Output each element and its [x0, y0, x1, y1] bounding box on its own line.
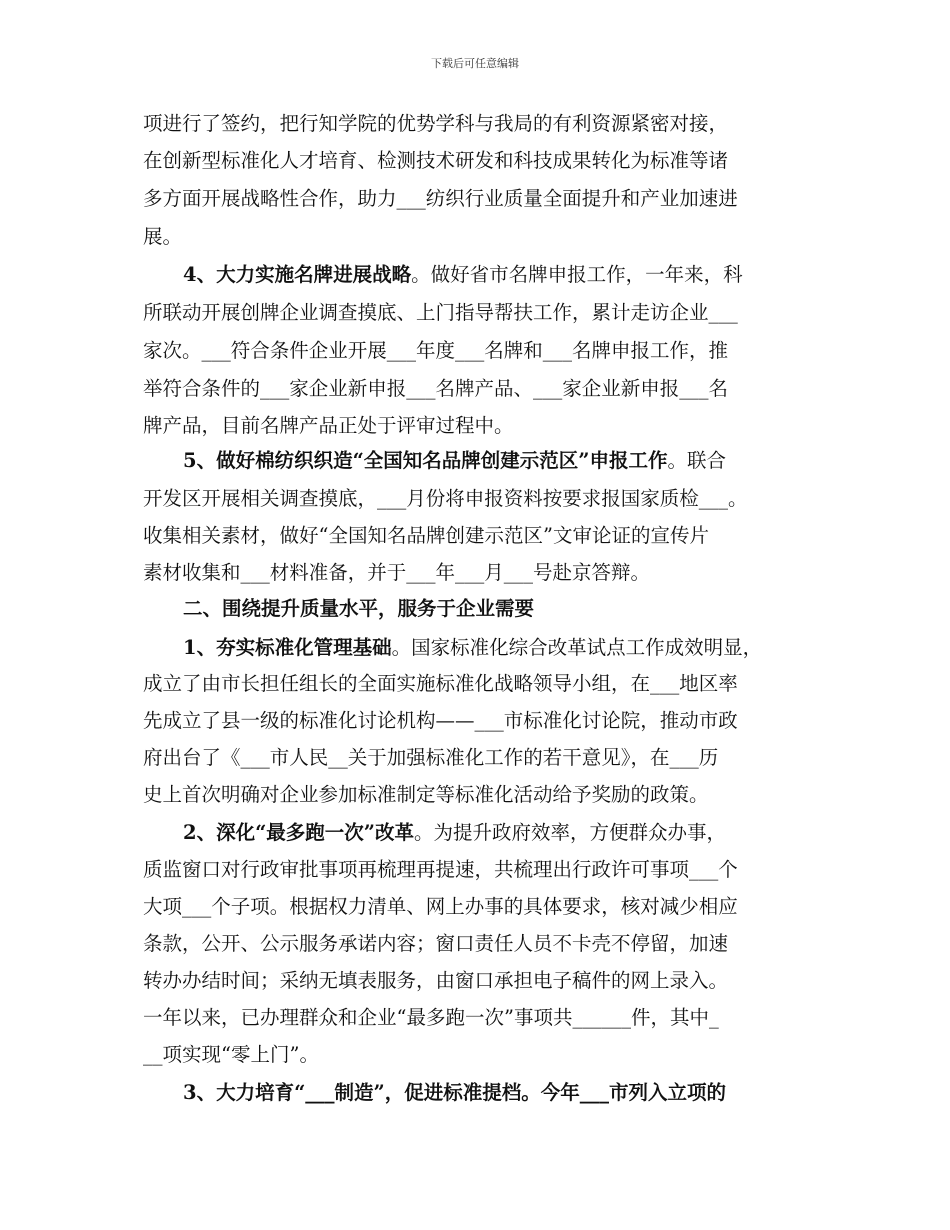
text-line: [143, 892, 823, 922]
text-line: [143, 966, 823, 996]
text-line: [143, 298, 823, 328]
text-line: [143, 558, 823, 588]
text-segment: 成立了由市长担任组长的全面实施标准化战略领导小组，在___地区率: [143, 672, 738, 695]
text-segment: 府出台了《___市人民__关于加强标准化工作的若干意见》，在___历: [143, 746, 719, 769]
text-line: [143, 669, 823, 699]
text-segment: 素材收集和___材料准备，并于___年___月___号赴京答辩。: [143, 561, 651, 584]
text-segment: 展。: [143, 225, 183, 248]
text-line: [143, 1003, 823, 1033]
text-segment: 史上首次明确对企业参加标准制定等标准化活动给予奖励的政策。: [143, 783, 709, 806]
text-line: [143, 743, 823, 773]
text-line: [143, 336, 823, 366]
text-segment: 。国家标准化综合改革试点工作成效明显，: [391, 636, 763, 659]
section-heading: 3、大力培育“___制造”，促进标准提档。今年___市列入立项的: [183, 1081, 727, 1104]
text-line: [143, 780, 823, 810]
text-segment: 多方面开展战略性合作，助力___纺织行业质量全面提升和产业加速进: [143, 187, 738, 210]
text-line: [143, 411, 823, 441]
text-line: [183, 446, 823, 476]
text-line: [143, 184, 823, 214]
section-heading: 2、深化“最多跑一次”改革: [183, 821, 415, 844]
text-segment: __项实现“零上门”。: [143, 1043, 319, 1066]
text-segment: 所联动开展创牌企业调查摸底、上门指导帮扶工作，累计走访企业___: [143, 301, 738, 324]
text-segment: 开发区开展相关调查摸底，___月份将申报资料按要求报国家质检___。: [143, 487, 748, 510]
section-heading: 1、夯实标准化管理基础: [183, 636, 392, 659]
text-line: [143, 929, 823, 959]
text-segment: 收集相关素材，做好“全国知名品牌创建示范区”文审论证的宣传片: [143, 524, 709, 547]
text-segment: 条款，公开、公示服务承诺内容；窗口责任人员不卡壳不停留，加速: [143, 932, 729, 955]
chapter-heading: 二、围绕提升质量水平，服务于企业需要: [183, 597, 535, 620]
text-segment: 。联合: [667, 449, 727, 472]
text-line: [143, 1040, 823, 1070]
text-line: [143, 855, 823, 885]
text-segment: 项进行了签约，把行知学院的优势学科与我局的有利资源紧密对接，: [143, 112, 729, 135]
text-segment: 一年以来，已办理群众和企业“最多跑一次”事项共______件，其中_: [143, 1006, 719, 1029]
text-line: [183, 260, 823, 290]
text-line: [143, 484, 823, 514]
text-line: [143, 222, 823, 252]
text-segment: 质监窗口对行政审批事项再梳理再提速，共梳理出行政许可事项___个: [143, 858, 738, 881]
text-line: [143, 109, 823, 139]
text-line: [183, 1078, 823, 1108]
text-segment: 在创新型标准化人才培育、检测技术研发和科技成果转化为标准等诸: [143, 149, 729, 172]
text-segment: 大项___个子项。根据权力清单、网上办事的具体要求，核对减少相应: [143, 895, 738, 918]
section-heading: 5、做好棉纺织织造“全国知名品牌创建示范区”申报工作: [183, 449, 668, 472]
text-segment: 家次。___符合条件企业开展___年度___名牌和___名牌申报工作，推: [143, 339, 729, 362]
text-segment: 牌产品，目前名牌产品正处于评审过程中。: [143, 414, 514, 437]
text-segment: 。为提升政府效率，方便群众办事，: [414, 821, 727, 844]
text-line: [183, 818, 823, 848]
text-line: [143, 146, 823, 176]
text-line: [143, 521, 823, 551]
page-header-note: 下载后可任意编辑: [431, 57, 519, 70]
text-segment: 举符合条件的___家企业新申报___名牌产品、___家企业新申报___名: [143, 377, 729, 400]
text-segment: 。做好省市名牌申报工作，一年来，科: [411, 263, 743, 286]
text-segment: 转办办结时间；采纳无填表服务，由窗口承担电子稿件的网上录入。: [143, 969, 729, 992]
text-line: [183, 633, 823, 663]
text-line: [183, 594, 823, 624]
text-line: [143, 374, 823, 404]
section-heading: 4、大力实施名牌进展战略: [183, 263, 412, 286]
text-line: [143, 706, 823, 736]
text-segment: 先成立了县一级的标准化讨论机构——___市标准化讨论院，推动市政: [143, 709, 738, 732]
